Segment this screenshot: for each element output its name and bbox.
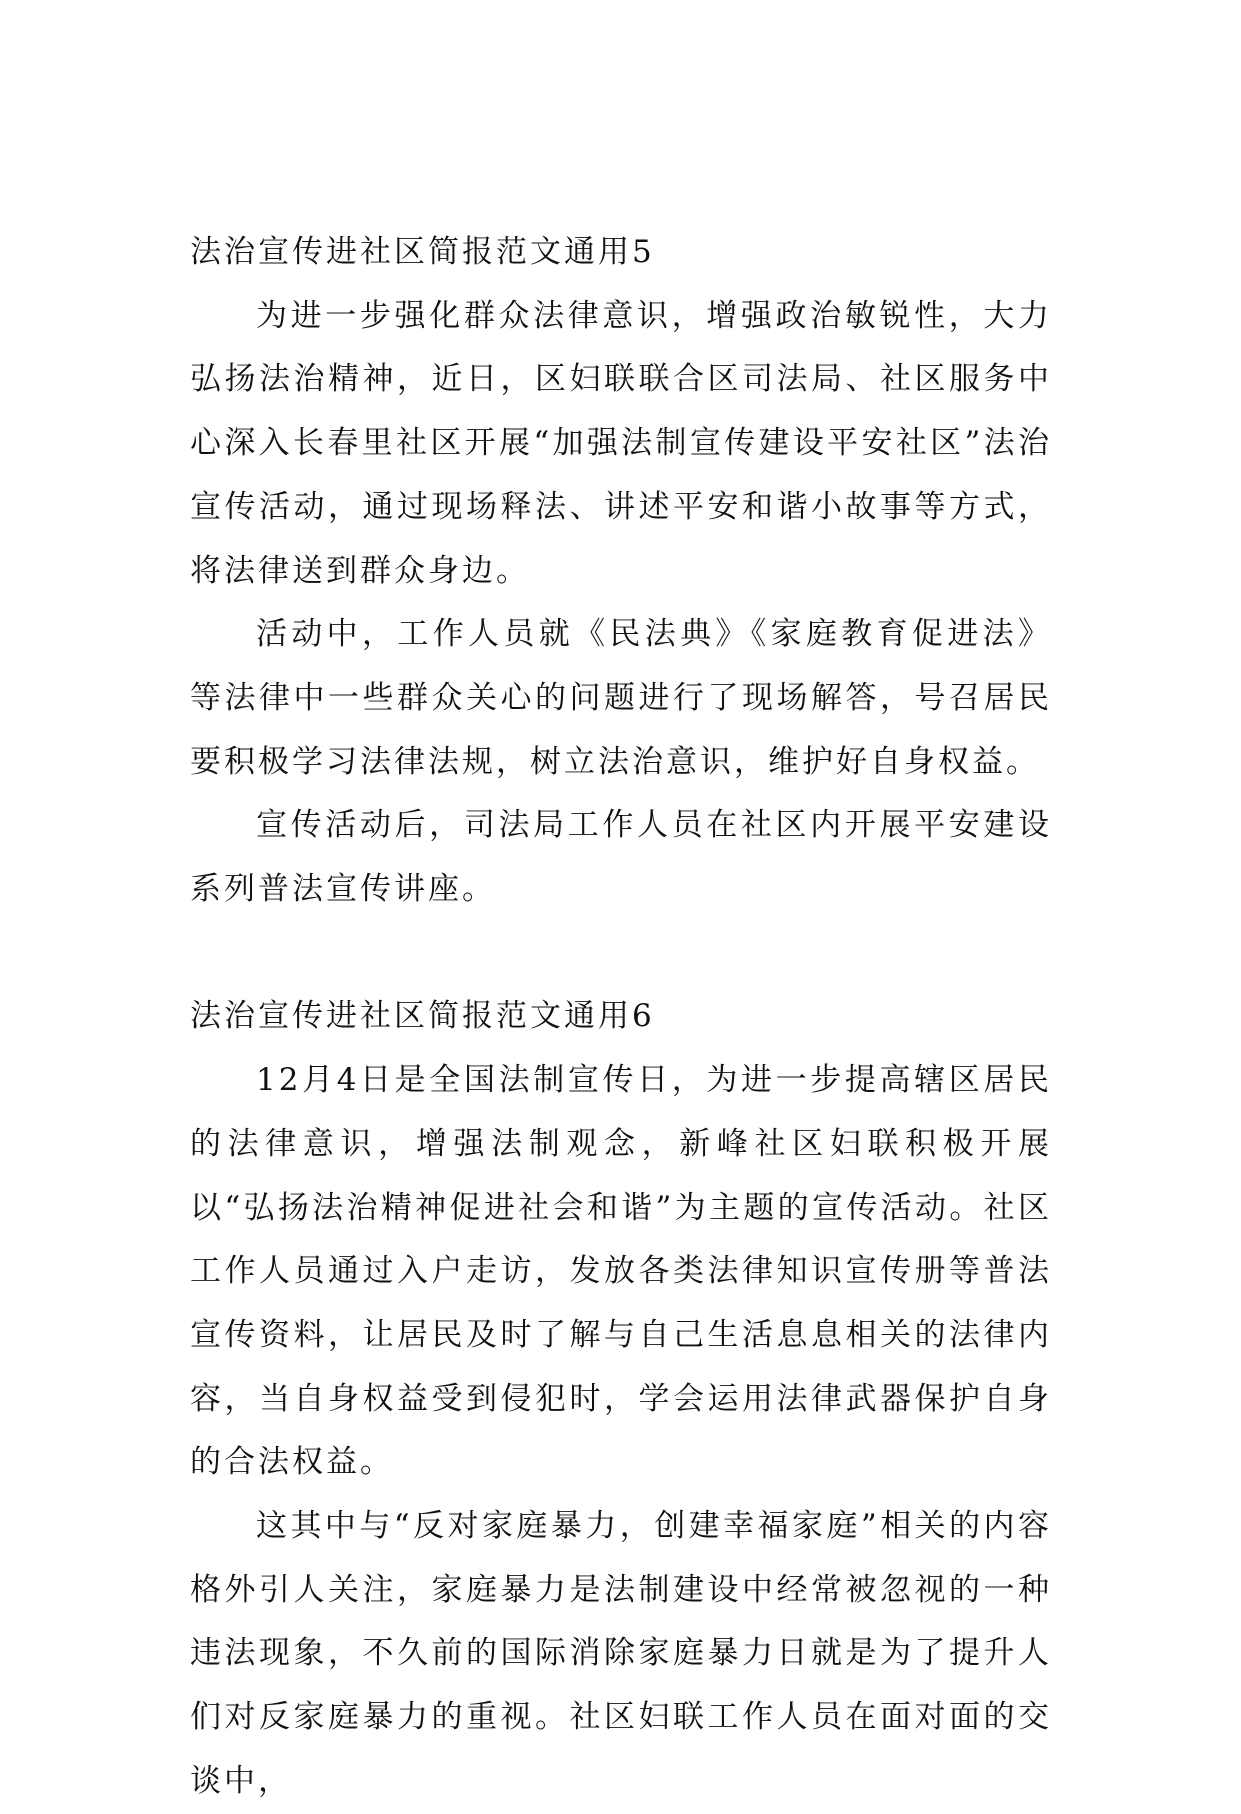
section-title: 法治宣传进社区简报范文通用6 bbox=[190, 998, 655, 1035]
section-5 bbox=[190, 221, 1052, 922]
paragraph: 宣传活动后，司法局工作人员在社区内开展平安建设系列普法宣传讲座。 bbox=[190, 807, 1052, 908]
section-6 bbox=[190, 985, 1052, 1813]
section-title: 法治宣传进社区简报范文通用5 bbox=[190, 234, 655, 270]
paragraph: 这其中与“反对家庭暴力，创建幸福家庭”相关的内容格外引人关注，家庭暴力是法制建设中经常被忽视的一种违法现象，不久前的国际消除家庭暴力日就是为了提升人们对反家庭暴力的重视。社区妇联工作人员在面对面的交谈中， bbox=[190, 1508, 1052, 1799]
document-body bbox=[190, 221, 1052, 1814]
section-spacer bbox=[190, 922, 1052, 986]
paragraph: 12月4日是全国法制宣传日，为进一步提高辖区居民的法律意识，增强法制观念，新峰社区妇联积极开展以“弘扬法治精神促进社会和谐”为主题的宣传活动。社区工作人员通过入户走访，发放各类法律知识宣传册等普法宣传资料，让居民及时了解与自己生活息息相关的法律内容，当自身权益受到侵犯时，学会运用法律武器保护自身的合法权益。 bbox=[190, 1062, 1052, 1481]
paragraph: 活动中，工作人员就《民法典》《家庭教育促进法》等法律中一些群众关心的问题进行了现场解答，号召居民要积极学习法律法规，树立法治意识，维护好自身权益。 bbox=[190, 616, 1052, 780]
paragraph: 为进一步强化群众法律意识，增强政治敏锐性，大力弘扬法治精神，近日，区妇联联合区司法局、社区服务中心深入长春里社区开展“加强法制宣传建设平安社区”法治宣传活动，通过现场释法、讲述平安和谐小故事等方式，将法律送到群众身边。 bbox=[190, 297, 1052, 589]
